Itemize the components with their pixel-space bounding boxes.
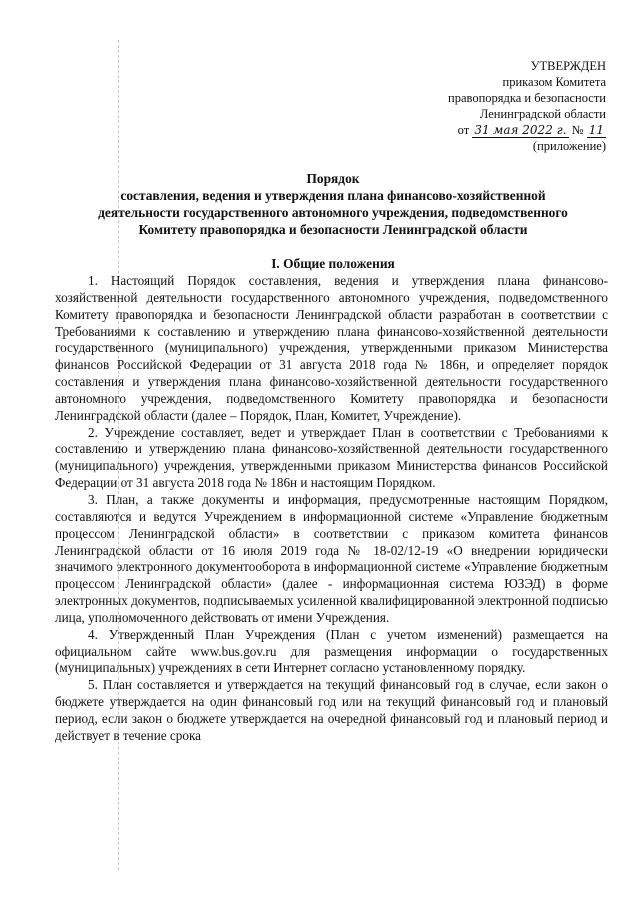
- approval-line-committee: правопорядка и безопасности: [448, 91, 606, 105]
- number-prefix: №: [571, 123, 584, 137]
- approval-line-order: приказом Комитета: [502, 75, 606, 89]
- approval-line-appendix: (приложение): [532, 139, 606, 153]
- approval-line-date: [406, 122, 606, 138]
- title-line-2: составления, ведения и утверждения плана финансово-хозяйственной: [120, 188, 546, 203]
- document-body: [55, 273, 608, 745]
- date-prefix: от: [457, 123, 470, 137]
- approval-line-approved: УТВЕРЖДЕН: [530, 59, 606, 73]
- title-line-3: деятельности государственного автономного учреждения, подведомственного: [98, 205, 568, 220]
- title-line-1: Порядок: [306, 171, 360, 186]
- paragraph-5: 5. План составляется и утверждается на текущий финансовый год в случае, если закон о бюджете утверждается на один финансовый год или на текущий финансовый год и плановый период, если закон о бюджете утверждается на очередной финансовый год и плановый период и действует в течение срока: [55, 677, 608, 743]
- paragraph-3: 3. План, а также документы и информация, предусмотренные настоящим Порядком, составляются и ведутся Учреждением в информационной системе «Управление бюджетным процессом Ленинградской области» в соответствии с приказом комитета финансов Ленинградской области от 16 июля 2019 года № 18-02/12-19 «О внедрении юридически значимого электронного документооборота в информационной системе «Управление бюджетным процессом Ленинградской области» (далее - информационная система ЮЗЭД) в форме электронных документов, подписываемых усиленной квалифицированной электронной подписью лица, уполномоченного действовать от имени Учреждения.: [55, 491, 608, 625]
- handwritten-number: 11: [588, 123, 604, 137]
- paragraph-1: 1. Настоящий Порядок составления, ведения и утверждения плана финансово-хозяйственной деятельности государственного автономного учреждения, подведомственного Комитету правопорядка и безопасности Ленинградской области разработан в соответствии с Требованиями к составлению и утверждению плана финансово-хозяйственной деятельности государственного (муниципального) учреждения, утвержденными приказом Министерства финансов Российской Федерации от 31 августа 2018 года № 186н, и определяет порядок составления и утверждения плана финансово-хозяйственной деятельности государственного автономного учреждения, подведомственного Комитету правопорядка и безопасности Ленинградской области (далее – Порядок, План, Комитет, Учреждение).: [55, 273, 608, 423]
- section-heading: I. Общие положения: [271, 256, 395, 271]
- title-line-4: Комитету правопорядка и безопасности Ленинградской области: [138, 222, 528, 237]
- paragraph-2: 2. Учреждение составляет, ведет и утверждает План в соответствии с Требованиями к составлению и утверждению плана финансово-хозяйственной деятельности государственного (муниципального) учреждения, утвержденными приказом Министерства финансов Российской Федерации от 31 августа 2018 года № 186н и настоящим Порядком.: [55, 424, 608, 491]
- document-title: [56, 170, 610, 238]
- paragraph-4: 4. Утвержденный План Учреждения (План с учетом изменений) размещается на официальном сайте www.bus.gov.ru для размещения информации о государственных (муниципальных) учреждениях в сети Интернет согласно установленному порядку.: [55, 626, 608, 676]
- handwritten-date: 31 мая 2022 г.: [474, 123, 567, 137]
- approval-line-region: Ленинградской области: [479, 107, 606, 121]
- approval-stamp-block: [406, 58, 606, 154]
